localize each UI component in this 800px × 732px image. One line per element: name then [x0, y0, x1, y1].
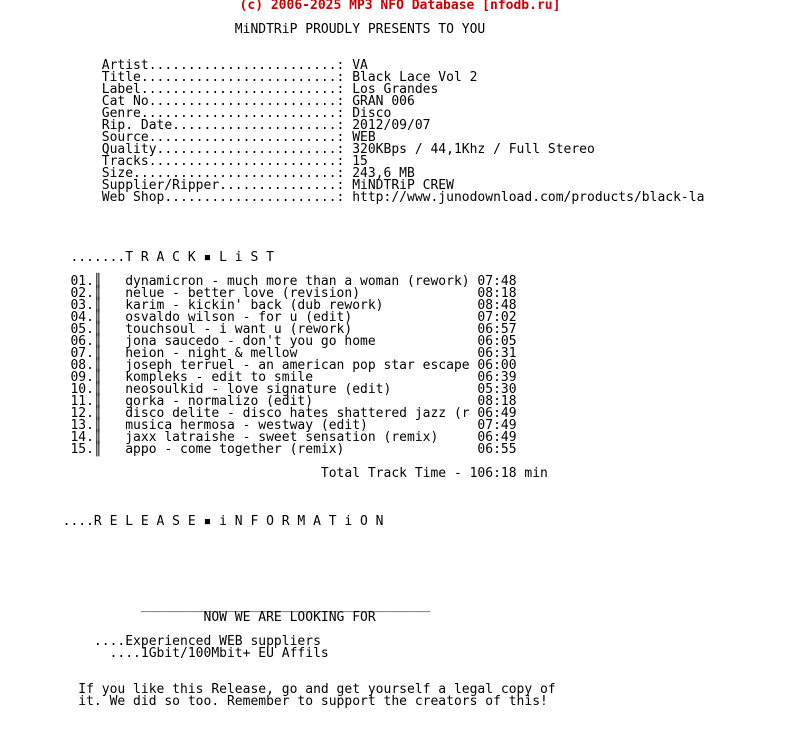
nfo-line: 02.║ nelue - better love (revision) 08:18: [0, 286, 517, 301]
nfo-line: [0, 480, 800, 492]
nfo-line: Label.........................: Los Grandes: [0, 82, 439, 97]
nfo-text: [0, 12, 800, 708]
nfo-line: Cat No........................: GRAN 006: [0, 94, 415, 109]
nfo-body: [0, 12, 800, 708]
nfo-line: MiNDTRiP PROUDLY PRESENTS TO YOU: [0, 22, 486, 37]
nfo-line: 13.║ musica hermosa - westway (edit) 07:49: [0, 418, 517, 433]
nfo-line: 07.║ heion - night & mellow 06:31: [0, 346, 517, 361]
nfo-line: [0, 204, 800, 216]
nfo-line: 11.║ gorka - normalizo (edit) 08:18: [0, 394, 517, 409]
nfo-line: Source........................: WEB: [0, 130, 376, 145]
nfo-line: [0, 36, 800, 48]
nfo-line: 03.║ karim - kickin' back (dub rework) 08:48: [0, 298, 517, 313]
nfo-line: 14.║ jaxx latraishe - sweet sensation (remix) 06:49: [0, 430, 517, 445]
copyright-link[interactable]: (c) 2006-2025 MP3 NFO Database [nfodb.ru]: [239, 0, 561, 13]
nfo-line: [0, 660, 800, 672]
nfo-line: [0, 540, 800, 552]
nfo-line: Rip. Date.....................: 2012/09/07: [0, 118, 431, 133]
nfo-line: ....R E L E A S E ▪ i N F O R M A T i O N: [0, 514, 384, 529]
nfo-line: 10.║ neosoulkid - love signature (edit) 05:30: [0, 382, 517, 397]
nfo-line: Title.........................: Black Lace Vol 2: [0, 70, 478, 85]
nfo-line: Supplier/Ripper...............: MiNDTRiP CREW: [0, 178, 454, 193]
nfo-line: If you like this Release, go and get yourself a legal copy of: [0, 682, 556, 697]
nfo-line: [0, 492, 800, 504]
nfo-line: 04.║ osvaldo wilson - for u (edit) 07:02: [0, 310, 517, 325]
nfo-line: [0, 552, 800, 564]
nfo-line: 09.║ kompleks - edit to smile 06:39: [0, 370, 517, 385]
nfo-line: 08.║ joseph terruel - an american pop star escape 06:00: [0, 358, 517, 373]
nfo-line: [0, 576, 800, 588]
nfo-line: Quality.......................: 320KBps / 44,1Khz / Full Stereo: [0, 142, 595, 157]
nfo-line: [0, 216, 800, 228]
nfo-line: [0, 564, 800, 576]
nfo-line: [0, 228, 800, 240]
nfo-line: 12.║ disco delite - disco hates shattered jazz (r 06:49: [0, 406, 517, 421]
nfo-line: ....1Gbit/100Mbit+ EU Affils: [0, 646, 329, 661]
nfo-line: [0, 528, 800, 540]
nfo-line: it. We did so too. Remember to support the creators of this!: [0, 694, 548, 708]
nfo-line: Total Track Time - 106:18 min: [0, 466, 548, 481]
nfo-line: 15.║ appo - come together (remix) 06:55: [0, 442, 517, 457]
nfo-line: Size..........................: 243,6 MB: [0, 166, 415, 181]
nfo-line: 06.║ jona saucedo - don't you go home 06:05: [0, 334, 517, 349]
nfo-line: .......T R A C K ▪ L i S T: [0, 250, 274, 265]
nfo-line: 05.║ touchsoul - i want u (rework) 06:57: [0, 322, 517, 337]
nfo-line: Tracks........................: 15: [0, 154, 368, 169]
nfo-line: NOW WE ARE LOOKING FOR: [0, 610, 376, 625]
nfo-line: Artist........................: VA: [0, 58, 368, 73]
nfo-line: 01.║ dynamicron - much more than a woman (rework) 07:48: [0, 274, 517, 289]
nfo-line: Web Shop......................: http://www.junodownload.com/products/black-la: [0, 190, 705, 205]
nfo-line: ....Experienced WEB suppliers: [0, 634, 321, 649]
nfo-line: _____________________________________: [0, 598, 431, 613]
nfo-line: Genre.........................: Disco: [0, 106, 392, 121]
